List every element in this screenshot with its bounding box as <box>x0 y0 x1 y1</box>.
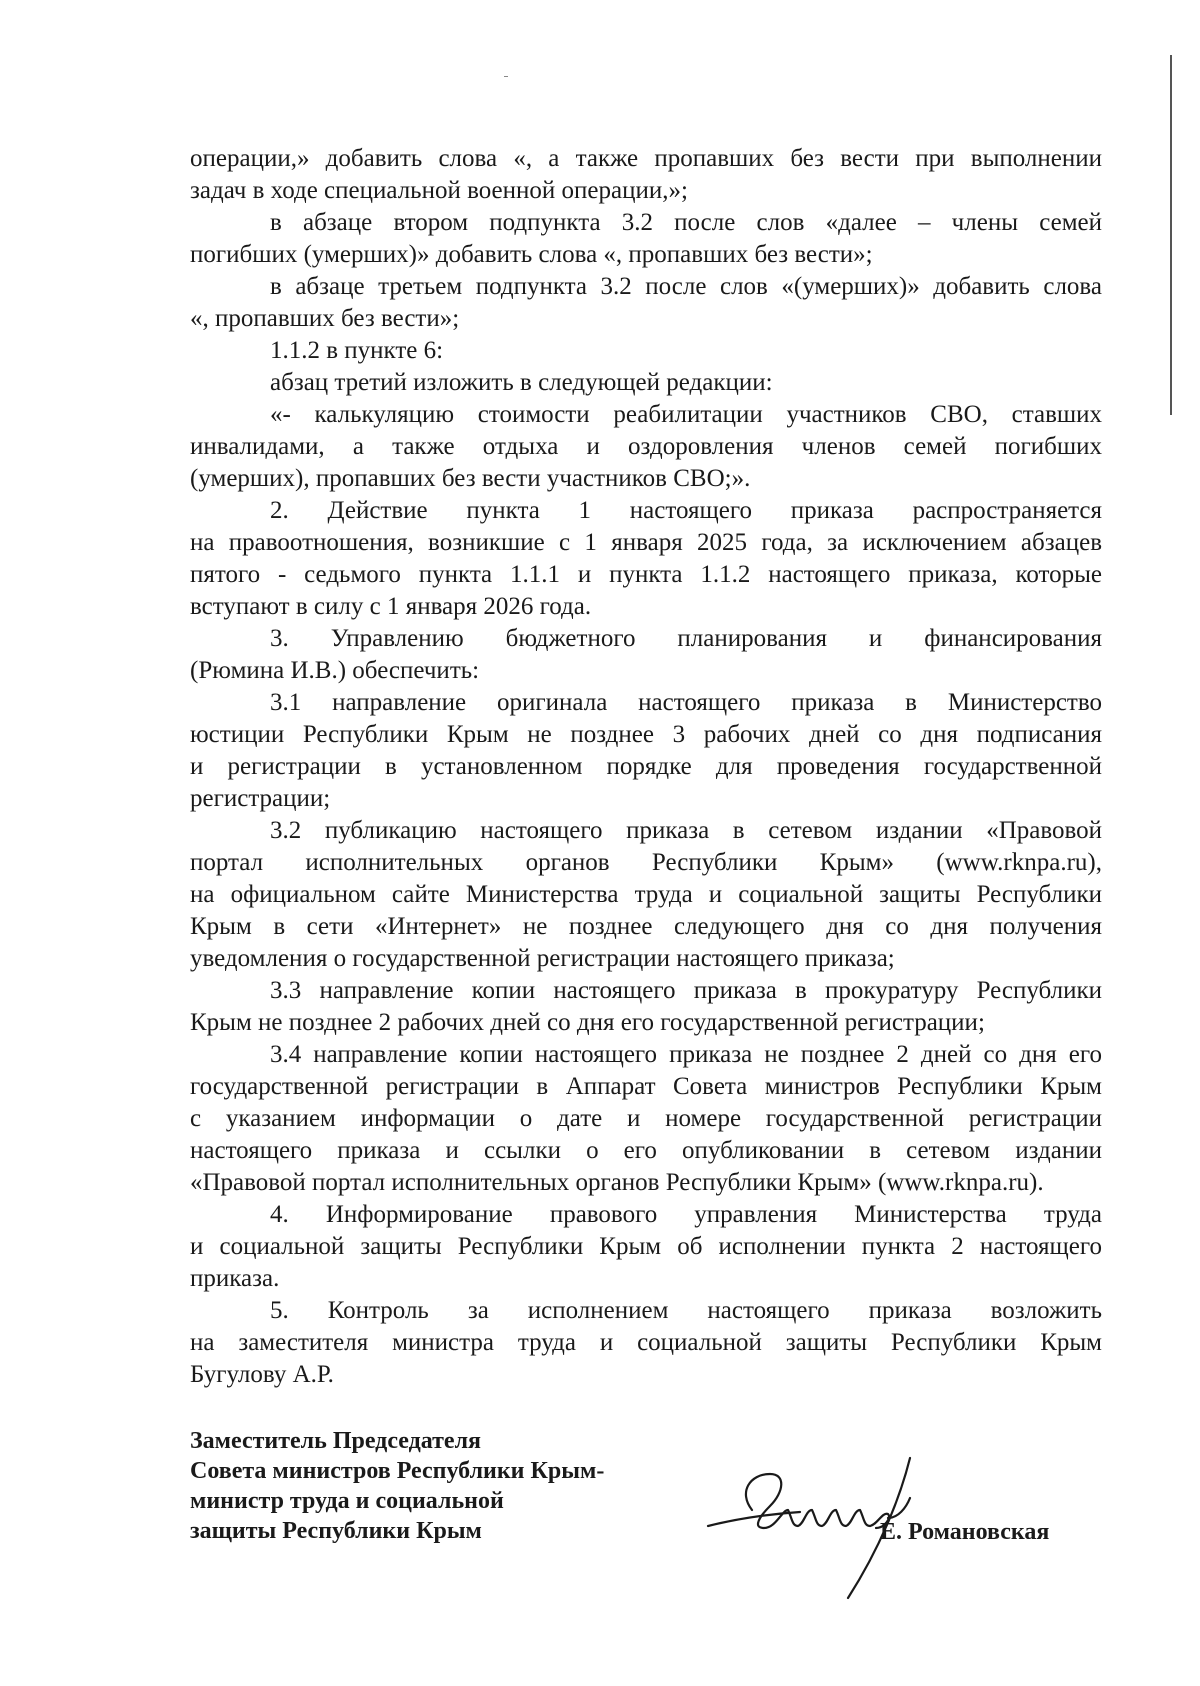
text-line: 2. Действие пункта 1 настоящего приказа распространяется <box>270 497 1102 524</box>
text-line: вступают в силу с 1 января 2026 года. <box>190 593 592 620</box>
text-line: и социальной защиты Республики Крым об исполнении пункта 2 настоящего <box>190 1233 1102 1260</box>
text-line: 3.3 направление копии настоящего приказа в прокуратуру Республики <box>270 977 1102 1004</box>
text-line: (Рюмина И.В.) обеспечить: <box>190 657 480 684</box>
text-line: Бугулову А.Р. <box>190 1361 334 1388</box>
text-line: операции,» добавить слова «, а также пропавших без вести при выполнении <box>190 145 1102 172</box>
signatory-name: Е. Романовская <box>880 1519 1050 1545</box>
text-line: на правоотношения, возникшие с 1 января 2025 года, за исключением абзацев <box>190 529 1102 556</box>
text-line: с указанием информации о дате и номере государственной регистрации <box>190 1105 1102 1132</box>
text-line: 3.2 публикацию настоящего приказа в сетевом издании «Правовой <box>270 817 1102 844</box>
text-line: погибших (умерших)» добавить слова «, пропавших без вести»; <box>190 241 873 268</box>
signatory-title-line: министр труда и социальной <box>190 1488 504 1514</box>
text-line: 3.4 направление копии настоящего приказа не позднее 2 дней со дня его <box>270 1041 1102 1068</box>
text-line: «- калькуляцию стоимости реабилитации участников СВО, ставших <box>270 401 1102 428</box>
text-line: на заместителя министра труда и социальной защиты Республики Крым <box>190 1329 1102 1356</box>
text-line: настоящего приказа и ссылки о его опубликовании в сетевом издании <box>190 1137 1102 1164</box>
text-line: портал исполнительных органов Республики Крым» (www.rknpa.ru), <box>190 849 1102 876</box>
signatory-title-line: защиты Республики Крым <box>190 1518 482 1544</box>
scan-edge-line <box>1170 55 1172 415</box>
text-line: юстиции Республики Крым не позднее 3 рабочих дней со дня подписания <box>190 721 1102 748</box>
text-line: 3. Управлению бюджетного планирования и финансирования <box>270 625 1102 652</box>
text-line: (умерших), пропавших без вести участников СВО;». <box>190 465 751 492</box>
text-line: Крым в сети «Интернет» не позднее следующего дня со дня получения <box>190 913 1102 940</box>
text-line: «Правовой портал исполнительных органов Республики Крым» (www.rknpa.ru). <box>190 1169 1044 1196</box>
text-line: государственной регистрации в Аппарат Совета министров Республики Крым <box>190 1073 1102 1100</box>
text-line: регистрации; <box>190 785 331 812</box>
text-line: инвалидами, а также отдыха и оздоровления членов семей погибших <box>190 433 1102 460</box>
text-line: абзац третий изложить в следующей редакции: <box>270 369 773 396</box>
text-line: пятого - седьмого пункта 1.1.1 и пункта 1.1.2 настоящего приказа, которые <box>190 561 1102 588</box>
text-line: 5. Контроль за исполнением настоящего приказа возложить <box>270 1297 1102 1324</box>
text-line: 1.1.2 в пункте 6: <box>270 337 444 364</box>
text-line: на официальном сайте Министерства труда и социальной защиты Республики <box>190 881 1102 908</box>
text-line: в абзаце третьем подпункта 3.2 после слов «(умерших)» добавить слова <box>270 273 1102 300</box>
text-line: 3.1 направление оригинала настоящего приказа в Министерство <box>270 689 1102 716</box>
text-line: 4. Информирование правового управления Министерства труда <box>270 1201 1102 1228</box>
text-line: задач в ходе специальной военной операции,»; <box>190 177 688 204</box>
scan-speck <box>504 76 508 77</box>
text-line: приказа. <box>190 1265 280 1292</box>
text-line: «, пропавших без вести»; <box>190 305 460 332</box>
text-line: и регистрации в установленном порядке для проведения государственной <box>190 753 1102 780</box>
document-body <box>190 143 1102 1391</box>
text-line: в абзаце втором подпункта 3.2 после слов «далее – члены семей <box>270 209 1102 236</box>
signatory-title <box>190 1426 604 1546</box>
text-line: Крым не позднее 2 рабочих дней со дня его государственной регистрации; <box>190 1009 985 1036</box>
signatory-title-line: Совета министров Республики Крым- <box>190 1458 605 1484</box>
signatory-title-line: Заместитель Председателя <box>190 1428 482 1454</box>
text-line: уведомления о государственной регистрации настоящего приказа; <box>190 945 895 972</box>
